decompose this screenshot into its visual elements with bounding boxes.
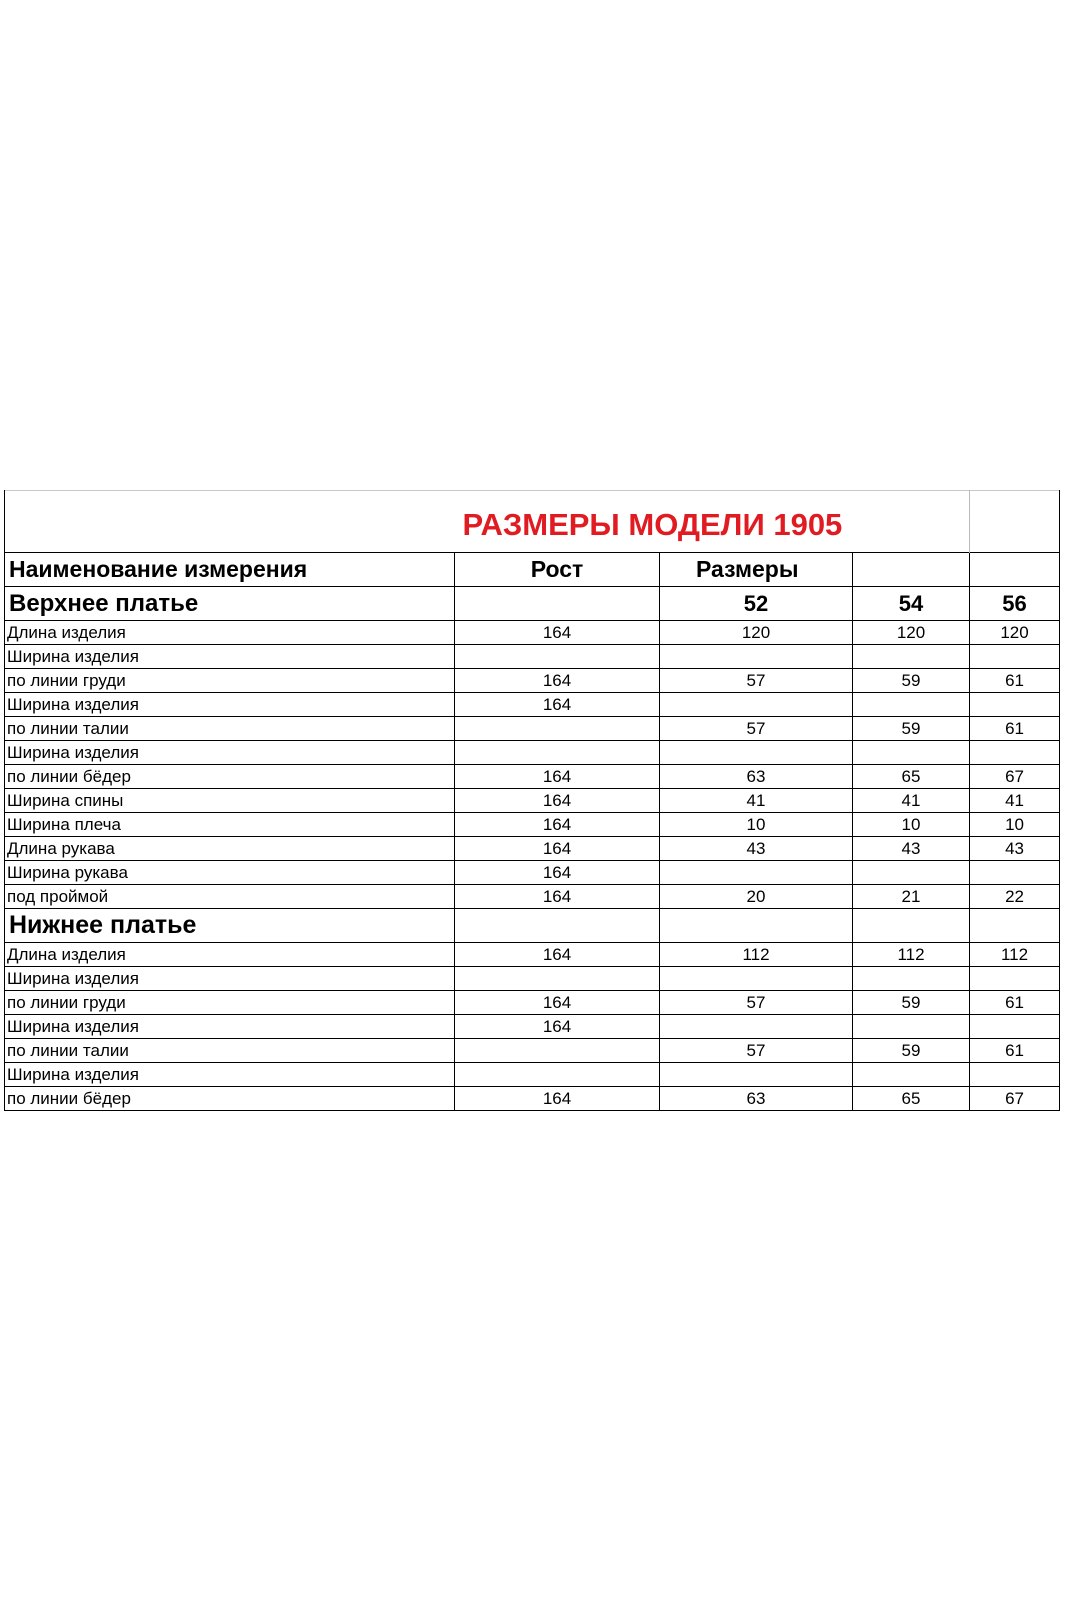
header-empty-cell [970,553,1060,587]
size-54-cell: 65 [853,765,970,789]
size-56-cell [970,693,1060,717]
size-52-cell: 41 [660,789,853,813]
height-cell: 164 [455,943,660,967]
size-56-cell [970,967,1060,991]
table-row [5,991,1060,1015]
title-row [5,490,1060,553]
size-54-cell: 21 [853,885,970,909]
size-56-cell [970,645,1060,669]
size-52-cell: 57 [660,991,853,1015]
size-56-cell: 61 [970,991,1060,1015]
height-cell: 164 [455,813,660,837]
height-cell: 164 [455,669,660,693]
size-54-cell: 112 [853,943,970,967]
size-56-cell: 43 [970,837,1060,861]
height-cell: 164 [455,1015,660,1039]
height-cell [455,645,660,669]
size-56-cell: 120 [970,621,1060,645]
size-56-cell: 112 [970,943,1060,967]
section-title-upper: Верхнее платье [5,587,455,621]
size-52-cell [660,741,853,765]
column-header-height: Рост [455,553,660,587]
height-cell [455,741,660,765]
measure-name-cell: Ширина изделия [5,1063,455,1087]
size-54-cell [853,645,970,669]
height-cell: 164 [455,693,660,717]
size-52-header: 52 [660,587,853,621]
measure-name-cell: Ширина изделия [5,1015,455,1039]
size-52-cell: 112 [660,943,853,967]
height-cell: 164 [455,885,660,909]
table-row [5,1063,1060,1087]
measure-name-cell: Длина изделия [5,943,455,967]
measure-name-cell: под проймой [5,885,455,909]
section-empty-cell [970,909,1060,943]
table-row [5,621,1060,645]
size-54-cell: 59 [853,669,970,693]
table-row [5,967,1060,991]
section-lower-row [5,909,1060,943]
size-54-cell: 41 [853,789,970,813]
column-header-name: Наименование измерения [5,553,455,587]
height-cell: 164 [455,837,660,861]
measure-name-cell: Ширина изделия [5,967,455,991]
table-row [5,1039,1060,1063]
size-52-cell: 43 [660,837,853,861]
size-54-cell: 120 [853,621,970,645]
measure-name-cell: Ширина изделия [5,693,455,717]
page-title: РАЗМЕРЫ МОДЕЛИ 1905 [462,507,843,542]
size-56-cell: 67 [970,765,1060,789]
height-cell: 164 [455,991,660,1015]
height-cell: 164 [455,621,660,645]
measure-name-cell: по линии талии [5,1039,455,1063]
size-52-cell [660,1015,853,1039]
size-56-cell: 67 [970,1087,1060,1111]
height-cell: 164 [455,1087,660,1111]
size-54-cell [853,1015,970,1039]
size-52-cell [660,861,853,885]
height-cell [455,1039,660,1063]
measure-name-cell: Ширина спины [5,789,455,813]
section-empty-cell [660,909,853,943]
size-52-cell: 63 [660,765,853,789]
size-52-cell [660,693,853,717]
height-cell: 164 [455,861,660,885]
section-empty-cell [853,909,970,943]
size-56-cell: 22 [970,885,1060,909]
title-spacer-cell [5,490,455,553]
size-56-cell [970,741,1060,765]
size-54-cell: 59 [853,991,970,1015]
table-row [5,789,1060,813]
table-row [5,741,1060,765]
size-56-cell [970,1063,1060,1087]
table-row [5,861,1060,885]
table-row [5,669,1060,693]
size-56-cell: 10 [970,813,1060,837]
table-row [5,645,1060,669]
size-56-header: 56 [970,587,1060,621]
measure-name-cell: Ширина изделия [5,741,455,765]
size-52-cell [660,967,853,991]
table-row [5,1087,1060,1111]
measure-name-cell: по линии талии [5,717,455,741]
measure-name-cell: Ширина изделия [5,645,455,669]
title-right-cell [970,490,1060,553]
size-52-cell: 120 [660,621,853,645]
table-row [5,1015,1060,1039]
size-54-cell: 59 [853,1039,970,1063]
measure-name-cell: Ширина плеча [5,813,455,837]
size-52-cell [660,645,853,669]
height-cell [455,717,660,741]
height-cell [455,1063,660,1087]
measure-name-cell: Длина изделия [5,621,455,645]
table-row [5,813,1060,837]
table-row [5,885,1060,909]
size-52-cell: 10 [660,813,853,837]
size-52-cell: 57 [660,669,853,693]
size-56-cell: 41 [970,789,1060,813]
size-54-cell [853,693,970,717]
section-empty-cell [455,909,660,943]
height-cell: 164 [455,765,660,789]
height-cell [455,967,660,991]
size-54-cell [853,967,970,991]
size-54-cell: 43 [853,837,970,861]
size-54-cell: 65 [853,1087,970,1111]
size-52-cell: 20 [660,885,853,909]
size-56-cell [970,1015,1060,1039]
size-table [4,490,1060,1111]
size-52-cell: 63 [660,1087,853,1111]
height-cell: 164 [455,789,660,813]
size-56-cell [970,861,1060,885]
size-56-cell: 61 [970,669,1060,693]
table-row [5,943,1060,967]
measure-name-cell: по линии бёдер [5,1087,455,1111]
measure-name-cell: Ширина рукава [5,861,455,885]
table-row [5,837,1060,861]
section-empty-cell [455,587,660,621]
size-56-cell: 61 [970,1039,1060,1063]
size-52-cell: 57 [660,1039,853,1063]
section-title-lower: Нижнее платье [5,909,455,943]
measure-name-cell: по линии груди [5,991,455,1015]
measure-name-cell: Длина рукава [5,837,455,861]
measure-name-cell: по линии бёдер [5,765,455,789]
measure-name-cell: по линии груди [5,669,455,693]
header-empty-cell [853,553,970,587]
header-row [5,553,1060,587]
size-54-cell [853,861,970,885]
size-52-cell [660,1063,853,1087]
size-54-header: 54 [853,587,970,621]
size-54-cell: 59 [853,717,970,741]
section-upper-row [5,587,1060,621]
size-52-cell: 57 [660,717,853,741]
table-row [5,717,1060,741]
size-54-cell [853,741,970,765]
table-row [5,693,1060,717]
size-54-cell: 10 [853,813,970,837]
size-56-cell: 61 [970,717,1060,741]
column-header-sizes: Размеры [660,553,853,587]
size-54-cell [853,1063,970,1087]
table-row [5,765,1060,789]
